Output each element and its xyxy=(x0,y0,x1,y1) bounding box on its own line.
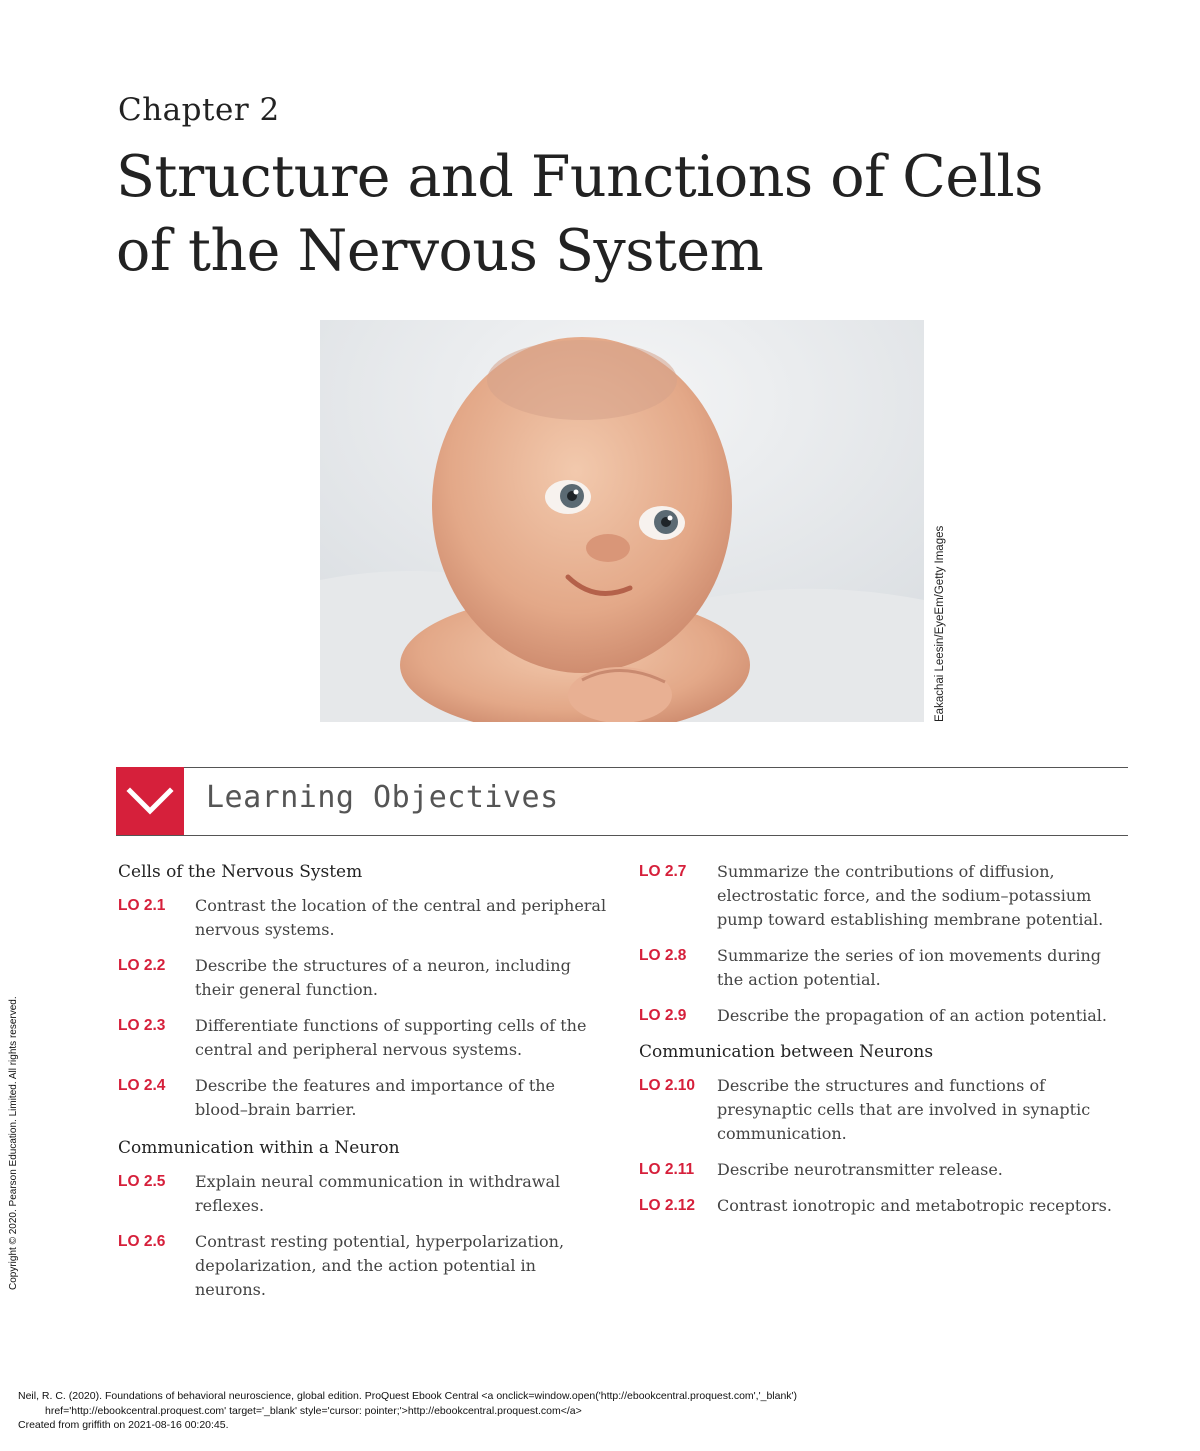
objective-number: LO 2.11 xyxy=(639,1161,695,1178)
citation-footer xyxy=(18,1389,1188,1433)
objective-text: Describe the structures of a neuron, including their general function. xyxy=(195,956,571,999)
baby-illustration xyxy=(320,320,924,722)
chapter-title-line-1: Structure and Functions of Cells xyxy=(116,144,1043,210)
list-item xyxy=(118,1014,618,1062)
section-header: Cells of the Nervous System xyxy=(118,862,363,882)
objective-number: LO 2.12 xyxy=(639,1197,695,1214)
objective-text: Contrast the location of the central and peripheral nervous systems. xyxy=(195,896,607,939)
list-item xyxy=(639,1194,1139,1218)
objective-number: LO 2.9 xyxy=(639,1007,687,1024)
objective-number: LO 2.6 xyxy=(118,1233,166,1250)
list-item xyxy=(118,954,618,1002)
list-item xyxy=(118,1230,618,1302)
objective-number: LO 2.4 xyxy=(118,1077,166,1094)
objectives-left-column xyxy=(118,862,618,1314)
chapter-title-line-2: of the Nervous System xyxy=(116,218,764,284)
section-header: Communication between Neurons xyxy=(639,1042,934,1062)
list-item xyxy=(639,944,1139,992)
objective-number: LO 2.2 xyxy=(118,957,166,974)
list-item xyxy=(118,1074,618,1122)
learning-objectives-heading: Learning Objectives xyxy=(206,780,559,815)
list-item xyxy=(639,860,1139,932)
list-item xyxy=(118,1170,618,1218)
list-item xyxy=(118,894,618,942)
section-header: Communication within a Neuron xyxy=(118,1138,400,1158)
objective-number: LO 2.7 xyxy=(639,863,687,880)
objective-text: Contrast ionotropic and metabotropic receptors. xyxy=(717,1196,1112,1215)
photo-credit: Eakachai Leesin/EyeEm/Getty Images xyxy=(934,525,946,722)
objective-number: LO 2.5 xyxy=(118,1173,166,1190)
list-item xyxy=(639,1158,1139,1182)
objective-text: Summarize the contributions of diffusion, electrostatic force, and the sodium–potassium pump toward establishing membrane potential. xyxy=(717,862,1104,929)
citation-link-line[interactable]: href='http://ebookcentral.proquest.com' target='_blank' style='cursor: pointer;'>http://ebookcentral.proquest.com</a> xyxy=(45,1404,582,1417)
citation-line: Neil, R. C. (2020). Foundations of behavioral neuroscience, global edition. ProQuest Ebook Central <a onclick=window.open('http://ebookcentral.proquest.com','_blank') xyxy=(18,1390,798,1402)
list-item xyxy=(639,1074,1139,1146)
objective-number: LO 2.8 xyxy=(639,947,687,964)
objective-number: LO 2.1 xyxy=(118,897,166,914)
objective-text: Contrast resting potential, hyperpolarization, depolarization, and the action potential in neurons. xyxy=(195,1232,565,1299)
created-note: Created from griffith on 2021-08-16 00:20:45. xyxy=(18,1419,229,1431)
bottom-divider xyxy=(116,835,1128,836)
learning-objectives-badge xyxy=(116,767,184,835)
objective-text: Explain neural communication in withdrawal reflexes. xyxy=(195,1172,561,1215)
objective-number: LO 2.10 xyxy=(639,1077,695,1094)
copyright-notice: Copyright © 2020. Pearson Education. Limited. All rights reserved. xyxy=(8,996,19,1290)
chapter-label: Chapter 2 xyxy=(118,92,280,128)
top-divider xyxy=(184,767,1128,768)
objectives-right-column xyxy=(639,860,1139,1230)
chapter-title xyxy=(116,140,1116,288)
objective-text: Differentiate functions of supporting cells of the central and peripheral nervous systems. xyxy=(195,1016,587,1059)
objective-number: LO 2.3 xyxy=(118,1017,166,1034)
chapter-photo-baby xyxy=(320,320,924,722)
objective-text: Describe the propagation of an action potential. xyxy=(717,1006,1107,1025)
objective-text: Summarize the series of ion movements during the action potential. xyxy=(717,946,1102,989)
objective-text: Describe the structures and functions of presynaptic cells that are involved in synaptic communication. xyxy=(717,1076,1091,1143)
objective-text: Describe neurotransmitter release. xyxy=(717,1160,1003,1179)
objective-text: Describe the features and importance of the blood–brain barrier. xyxy=(195,1076,556,1119)
list-item xyxy=(639,1004,1139,1028)
chevron-down-icon xyxy=(116,767,184,835)
